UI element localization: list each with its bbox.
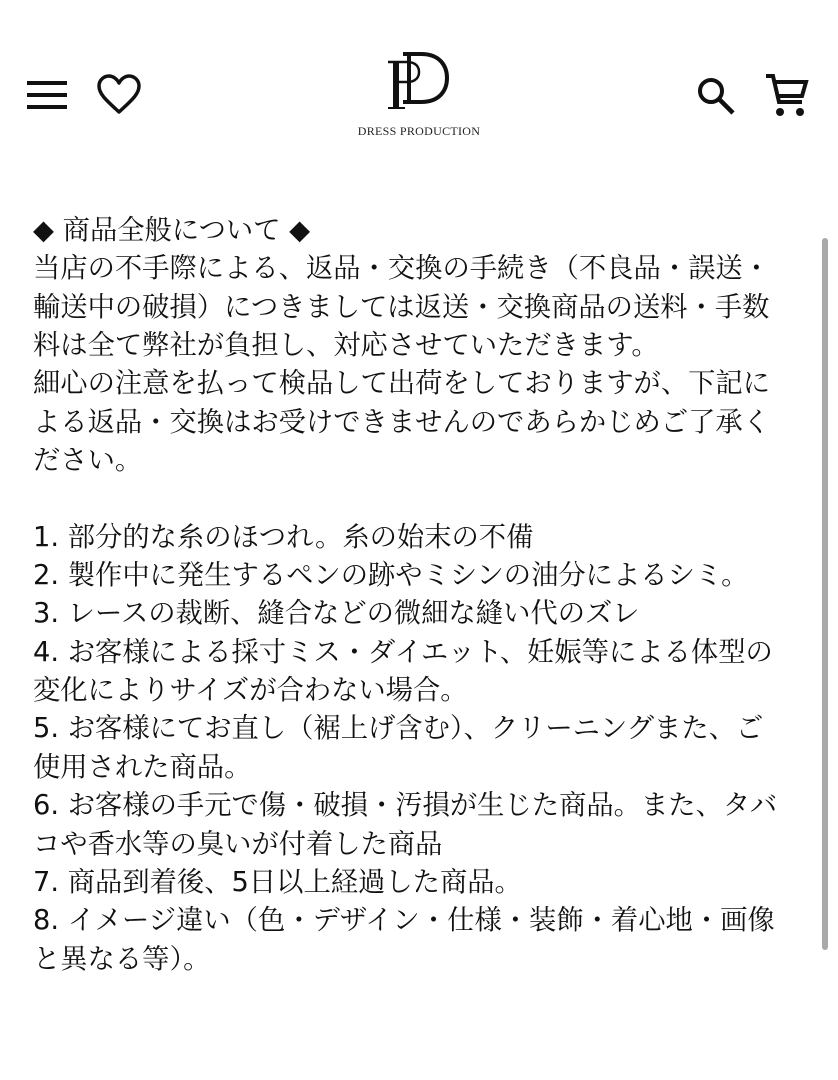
spacer [33,480,781,518]
list-item: 6. お客様の手元で傷・破損・汚損が生じた商品。また、タバコや香水等の臭いが付着した商品 [33,790,778,860]
menu-icon[interactable] [27,81,67,109]
list-item: 7. 商品到着後、5日以上経過した商品。 [33,866,522,898]
policy-content [33,212,781,979]
header [0,0,838,160]
list-item: 4. お客様による採寸ミス・ダイエット、妊娠等による体型の変化によりサイズが合わない場合。 [33,636,773,707]
search-icon[interactable] [696,76,738,122]
list-item: 8. イメージ違い（色・デザイン・仕様・装飾・着心地・画像と異なる等）。 [33,905,775,975]
list-item: 2. 製作中に発生するペンの跡やミシンの油分によるシミ。 [33,560,749,592]
list-item: 3. レースの裁断、縫合などの微細な縫い代のズレ [33,598,640,630]
section-heading: ◆ 商品全般について ◆ [33,215,311,246]
list-item: 5. お客様にてお直し（裾上げ含む）、クリーニングまた、ご使用された商品。 [33,713,764,783]
scrollbar[interactable] [822,238,828,950]
cart-icon[interactable] [764,72,810,122]
paragraph: 細心の注意を払って検品して出荷をしておりますが、下記による返品・交換はお受けできませんのであらかじめご了承ください。 [33,368,771,477]
heart-icon[interactable] [96,74,142,120]
brand-logo[interactable] [385,52,455,112]
list-item: 1. 部分的な糸のほつれ。糸の始末の不備 [33,521,534,553]
brand-name: DRESS PRODUCTION [357,124,481,138]
paragraph: 当店の不手際による、返品・交換の手続き（不良品・誤送・輸送中の破損）につきましては返送・交換商品の送料・手数料は全て弊社が負担し、対応させていただきます。 [33,253,771,362]
